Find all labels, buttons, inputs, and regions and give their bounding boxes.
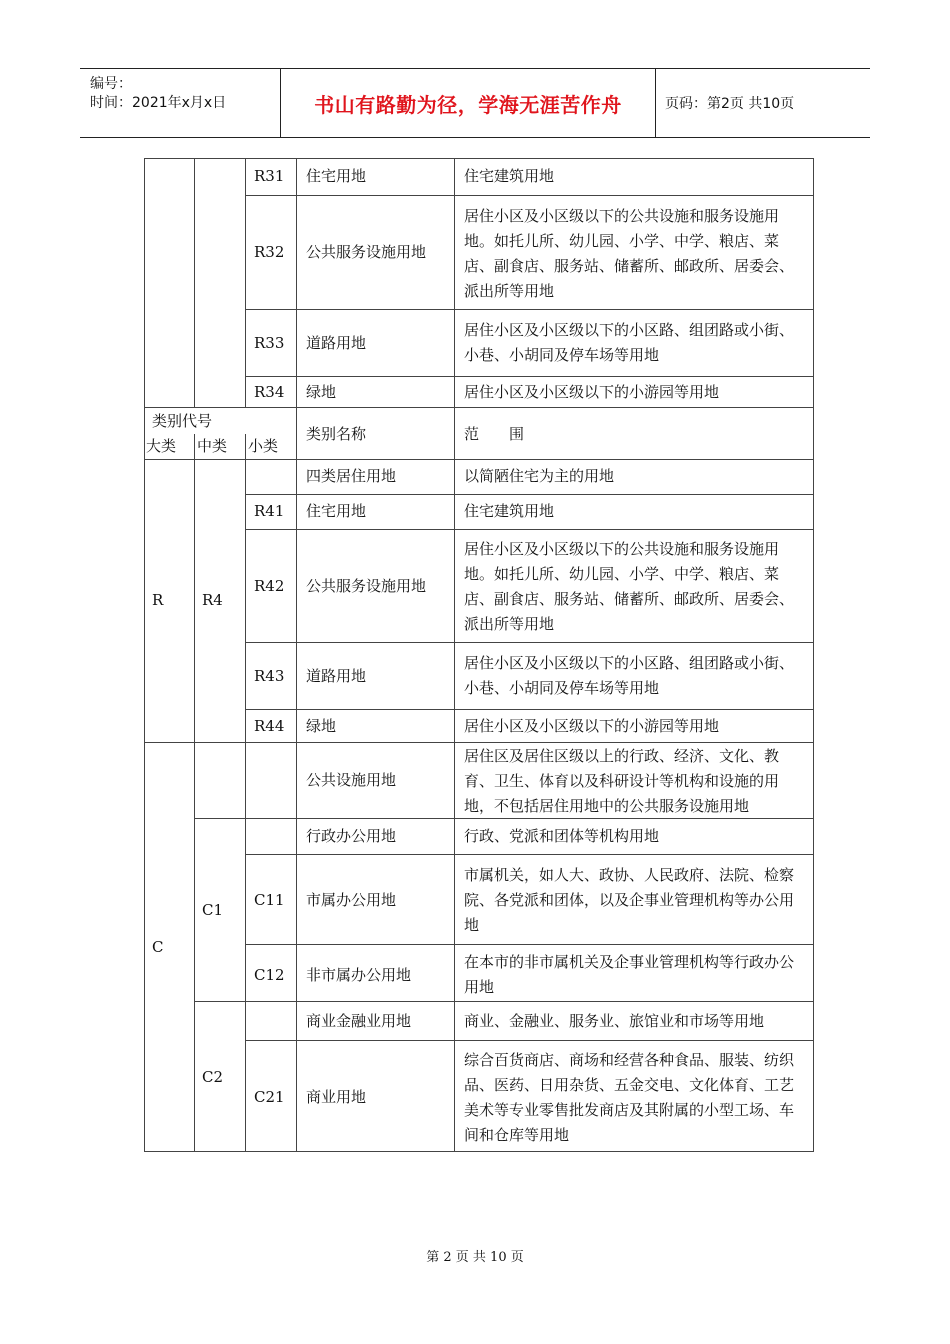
row-r41-code: R41 [254, 502, 285, 520]
page-header [80, 68, 870, 138]
row-r44-scope: 居住小区及小区级以下的小游园等用地 [464, 717, 720, 735]
table-border [245, 1040, 814, 1041]
row-r4-scope: 以简陋住宅为主的用地 [464, 467, 615, 485]
table-border [194, 158, 195, 407]
major-r: R [152, 591, 164, 609]
row-r32-scope: 居住小区及小区级以下的公共设施和服务设施用地。如托儿所、幼儿园、小学、中学、粮店、菜店、副食店、服务站、储蓄所、邮政所、居委会、派出所等用地 [464, 207, 795, 300]
row-c2-name: 商业金融业用地 [306, 1012, 412, 1030]
table-border [144, 459, 814, 460]
row-r34-name: 绿地 [306, 383, 337, 401]
middle-r4: R4 [202, 591, 223, 609]
table-border [144, 742, 814, 743]
row-c11-name: 市属办公用地 [306, 891, 397, 909]
row-c1-scope: 行政、党派和团体等机构用地 [464, 827, 660, 845]
header-page-cell [655, 69, 870, 137]
table-border [245, 944, 814, 945]
table-border [245, 376, 814, 377]
column-major-header: 大类 [146, 437, 177, 455]
table-border [245, 854, 814, 855]
table-border [194, 434, 195, 1152]
land-use-table [144, 158, 814, 1152]
row-r44-name: 绿地 [306, 717, 337, 735]
table-border [144, 158, 145, 1152]
column-scope-header: 范 围 [464, 425, 525, 443]
row-r41-name: 住宅用地 [306, 502, 367, 520]
row-r31-name: 住宅用地 [306, 167, 367, 185]
row-c1-name: 行政办公用地 [306, 827, 397, 845]
table-border [245, 709, 814, 710]
table-border [144, 158, 814, 159]
table-border [245, 529, 814, 530]
row-r41-scope: 住宅建筑用地 [464, 502, 555, 520]
row-r42-name: 公共服务设施用地 [306, 577, 427, 595]
table-border [245, 434, 246, 1152]
column-middle-header: 中类 [197, 437, 228, 455]
row-r34-code: R34 [254, 383, 285, 401]
page-footer: 第 2 页 共 10 页 [426, 1250, 524, 1265]
row-r33-code: R33 [254, 334, 285, 352]
document-time: 时间：2021年x月x日 [90, 95, 227, 111]
table-border [194, 1001, 814, 1002]
row-r43-code: R43 [254, 667, 285, 685]
header-meta [80, 69, 280, 137]
row-r33-scope: 居住小区及小区级以下的小区路、组团路或小街、小巷、小胡同及停车场等用地 [464, 321, 795, 364]
row-c-scope: 居住区及居住区级以上的行政、经济、文化、教育、卫生、体育以及科研设计等机构和设施的用地，不包括居住用地中的公共服务设施用地 [464, 747, 780, 815]
table-border [296, 158, 297, 1152]
row-r4-name: 四类居住用地 [306, 467, 397, 485]
row-c21-scope: 综合百货商店、商场和经营各种食品、服装、纺织品、医药、日用杂货、五金交电、文化体育、工艺美术等专业零售批发商店及其附属的小型工场、车间和仓库等用地 [464, 1051, 795, 1144]
table-border [144, 1151, 814, 1152]
table-border [245, 642, 814, 643]
row-c2-scope: 商业、金融业、服务业、旅馆业和市场等用地 [464, 1012, 765, 1030]
row-r31-scope: 住宅建筑用地 [464, 167, 555, 185]
table-border [245, 195, 814, 196]
row-r42-scope: 居住小区及小区级以下的公共设施和服务设施用地。如托儿所、幼儿园、小学、中学、粮店、菜店、副食店、服务站、储蓄所、邮政所、居委会、派出所等用地 [464, 540, 795, 633]
row-r44-code: R44 [254, 717, 285, 735]
table-border [144, 407, 814, 408]
column-name-header: 类别名称 [306, 425, 367, 443]
row-r31-code: R31 [254, 167, 285, 185]
row-r32-name: 公共服务设施用地 [306, 243, 427, 261]
row-c11-scope: 市属机关，如人大、政协、人民政府、法院、检察院、各党派和团体，以及企事业管理机构等办公用地 [464, 866, 795, 934]
row-c12-scope: 在本市的非市属机关及企事业管理机构等行政办公用地 [464, 953, 795, 996]
row-r43-scope: 居住小区及小区级以下的小区路、组团路或小街、小巷、小胡同及停车场等用地 [464, 654, 795, 697]
row-r43-name: 道路用地 [306, 667, 367, 685]
row-r32-code: R32 [254, 243, 285, 261]
column-minor-header: 小类 [248, 437, 279, 455]
table-border [454, 158, 455, 1152]
table-border [245, 494, 814, 495]
row-c21-name: 商业用地 [306, 1088, 367, 1106]
table-border [813, 158, 814, 1152]
row-c12-name: 非市属办公用地 [306, 966, 412, 984]
header-motto: 书山有路勤为径，学海无涯苦作舟 [314, 92, 622, 117]
row-r34-scope: 居住小区及小区级以下的小游园等用地 [464, 383, 720, 401]
header-motto-cell [280, 69, 656, 137]
document-number-label: 编号： [90, 76, 132, 92]
row-c12-code: C12 [254, 966, 285, 984]
middle-c2: C2 [202, 1068, 224, 1086]
row-c21-code: C21 [254, 1088, 285, 1106]
header-page-info: 页码：第2页 共10页 [665, 96, 795, 112]
major-c: C [152, 938, 164, 956]
column-group-header: 类别代号 [152, 412, 213, 430]
row-c11-code: C11 [254, 891, 285, 909]
row-r42-code: R42 [254, 577, 285, 595]
row-c-name: 公共设施用地 [306, 771, 397, 789]
table-border [245, 309, 814, 310]
middle-c1: C1 [202, 901, 224, 919]
row-r33-name: 道路用地 [306, 334, 367, 352]
